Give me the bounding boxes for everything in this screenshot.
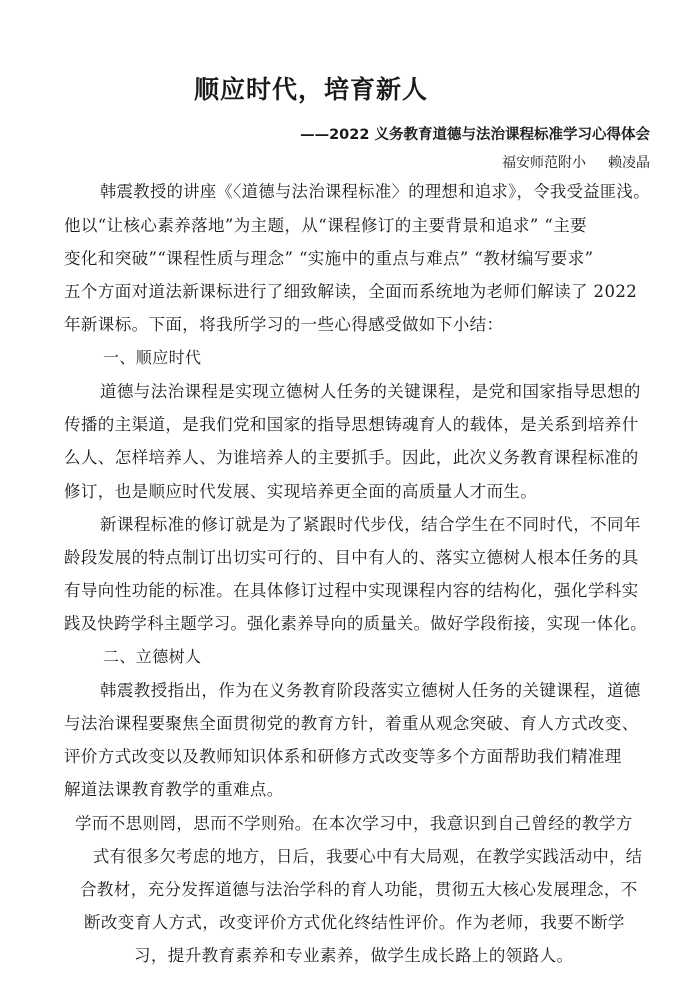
paragraph-line: 他以“让核心素养落地”为主题，从“课程修订的主要背景和追求” “主要: [64, 216, 588, 235]
paragraph-line: 学而不思则罔，思而不学则殆。在本次学习中，我意识到自己曾经的教学方: [75, 814, 633, 833]
author-line: [502, 152, 650, 172]
paragraph-line: 式有很多欠考虑的地方，日后，我要心中有大局观，在教学实践活动中，结: [93, 847, 643, 866]
document-title: 顺应时代，培育新人: [194, 75, 429, 104]
paragraph-line: 韩震教授指出，作为在义务教育阶段落实立德树人任务的关键课程，道德: [100, 681, 641, 700]
paragraph-line: 践及快跨学科主题学习。强化素养导向的质量关。做好学段衔接，实现一体化。: [64, 614, 647, 633]
paragraph-line: 合教材，充分发挥道德与法治学科的育人功能，贯彻五大核心发展理念，不: [80, 880, 638, 899]
paragraph-line: 解道法课教育教学的重难点。: [64, 780, 284, 799]
author-school: 福安师范附小: [502, 155, 586, 171]
paragraph-line: 与法治课程要聚焦全面贯彻党的教育方针，着重从观念突破、育人方式改变、: [64, 714, 639, 733]
document-subtitle: ——2022 义务教育道德与法治课程标准学习心得体会: [300, 127, 650, 143]
paragraph-line: 断改变育人方式，改变评价方式优化终结性评价。作为老师，我要不断学: [84, 913, 625, 932]
paragraph-line: 评价方式改变以及教师知识体系和研修方式改变等多个方面帮助我们精准理: [64, 747, 622, 766]
author-name: 赖凌晶: [608, 155, 650, 171]
paragraph-line: 新课程标准的修订就是为了紧跟时代步伐，结合学生在不同时代，不同年: [100, 515, 641, 534]
paragraph-line: 么人、怎样培养人、为谁培养人的主要抓手。因此，此次义务教育课程标准的: [64, 448, 639, 467]
paragraph-line: 五个方面对道法新课标进行了细致解读，全面而系统地为老师们解读了 2022: [64, 282, 638, 301]
section-heading-1: 一、顺应时代: [103, 348, 202, 367]
paragraph-line: 有导向性功能的标准。在具体修订过程中实现课程内容的结构化，强化学科实: [64, 581, 639, 600]
paragraph-line: 龄段发展的特点制订出切实可行的、目中有人的、落实立德树人根本任务的具: [64, 548, 639, 567]
paragraph-line: 习，提升教育素养和专业素养，做学生成长路上的领路人。: [134, 946, 574, 965]
paragraph-line: 修订，也是顺应时代发展、实现培养更全面的高质量人才而生。: [64, 482, 538, 501]
section-heading-2: 二、立德树人: [103, 647, 202, 666]
paragraph-line: 变化和突破”“课程性质与理念” “实施中的重点与难点” “教材编写要求”: [64, 249, 594, 268]
paragraph-line: 韩震教授的讲座《〈道德与法治课程标准〉的理想和追求》，令我受益匪浅。: [100, 182, 650, 201]
paragraph-line: 传播的主渠道，是我们党和国家的指导思想铸魂育人的载体，是关系到培养什: [64, 415, 639, 434]
paragraph-line: 道德与法治课程是实现立德树人任务的关键课程，是党和国家指导思想的: [100, 382, 641, 401]
paragraph-line: 年新课标。下面，将我所学习的一些心得感受做如下小结：: [64, 315, 504, 334]
